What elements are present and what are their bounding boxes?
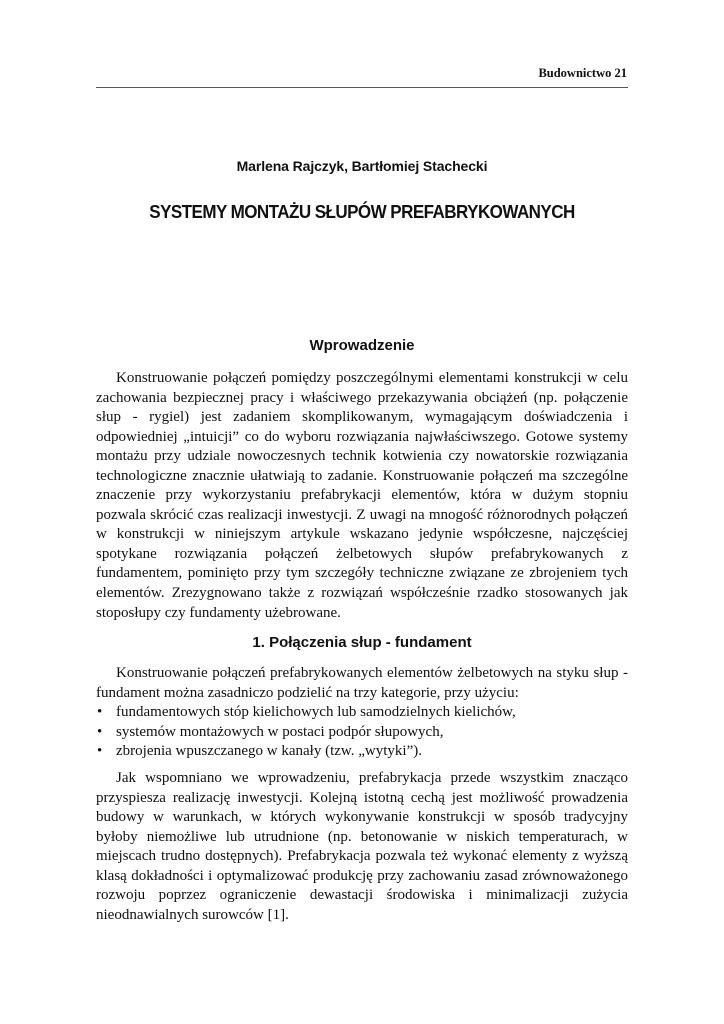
section-1-paragraph-2: Jak wspomniano we wprowadzeniu, prefabrykacja przede wszystkim znacząco przyspiesza realizację inwestycji. Kolejną istotną cechą jest możliwość prowadzenia budowy w warunkach, w których wykonywanie konstrukcji w sposób tradycyjny byłoby niemożliwe lub utrudnione (np. betonowanie w niskich temperaturach, w miejscach trudno dostępnych). Prefabrykacja pozwala też wykonać elementy z wyższą klasą dokładności i optymalizować produkcję przy zachowaniu zasad zrównoważonego rozwoju poprzez ograniczenie dewastacji środowiska i minimalizacji zużycia nieodnawialnych surowców [1]. [96,770,628,923]
running-head: Budownictwo 21 [538,66,627,80]
header-rule [96,87,628,88]
list-item [96,742,628,762]
bullet-icon: • [97,704,103,720]
list-item-text: zbrojenia wpuszczanego w kanały (tzw. „wytyki”). [116,743,422,760]
bullet-icon: • [97,743,103,760]
intro-paragraph: Konstruowanie połączeń pomiędzy poszczególnymi elementami konstrukcji w celu zachowania bezpiecznej pracy i właściwego przekazywania obciążeń (np. połączenie słup - rygiel) jest zadaniem skomplikowanym, wymagającym doświadczenia i odpowiedniej „intuicji” co do wyboru rozwiązania najwłaściwszego. Gotowe systemy montażu przy udziale nowoczesnych technik kotwienia czy nowatorskie rozwiązania technologiczne znacznie ułatwiają to zadanie. Konstruowanie połączeń ma szczególne znaczenie przy wykorzystaniu prefabrykacji elementów, która w dużym stopniu pozwala skrócić czas realizacji inwestycji. Z uwagi na mnogość różnorodnych połączeń w konstrukcji w niniejszym artykule wskazano jedynie współczesne, najczęściej spotykane rozwiązania połączeń żelbetowych słupów prefabrykowanych z fundamentem, pominięto przy tym szczegóły techniczne związane ze zbrojeniem tych elementów. Zrezygnowano także z rozwiązań współcześnie rzadko stosowanych jak stoposłupy czy fundamenty użebrowane. [96,370,628,621]
section-1-paragraph-1: Konstruowanie połączeń prefabrykowanych elementów żelbetowych na styku słup - fundament można zasadniczo podzielić na trzy kategorie, przy użyciu: [96,665,628,701]
list-item [96,723,628,743]
category-list [96,703,628,762]
list-item-text: fundamentowych stóp kielichowych lub samodzielnych kielichów, [116,704,516,720]
list-item [96,703,628,723]
intro-heading: Wprowadzenie [309,337,415,354]
bullet-icon: • [97,723,103,740]
article-authors: Marlena Rajczyk, Bartłomiej Stachecki [236,158,488,174]
section-1-heading: 1. Połączenia słup - fundament [252,634,472,651]
list-item-text: systemów montażowych w postaci podpór słupowych, [116,723,444,740]
article-title: SYSTEMY MONTAŻU SŁUPÓW PREFABRYKOWANYCH [149,201,575,222]
